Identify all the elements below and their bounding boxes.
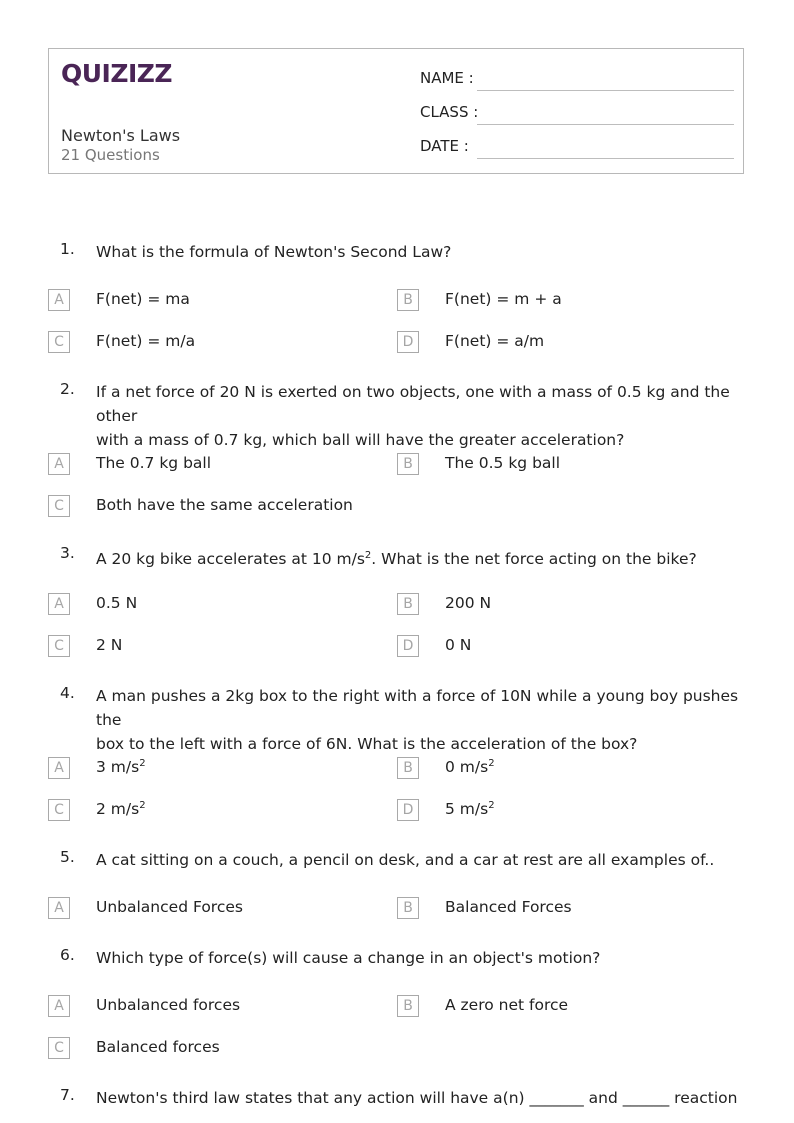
option-text: Unbalanced Forces: [96, 898, 243, 916]
option-letter: C: [48, 1037, 70, 1059]
option-c: [48, 495, 368, 519]
option-text: 200 N: [445, 594, 492, 612]
option-b: [397, 757, 717, 781]
question-text: [96, 684, 746, 756]
option-a: [48, 593, 368, 617]
option-text: [445, 800, 495, 818]
worksheet-header: [48, 48, 744, 174]
exponent: 2: [488, 758, 495, 769]
exponent: 2: [139, 758, 146, 769]
exponent: 2: [139, 800, 146, 811]
option-letter: A: [48, 897, 70, 919]
option-b: [397, 289, 717, 313]
option-a: [48, 289, 368, 313]
question-number: 4.: [60, 684, 75, 702]
option-letter: C: [48, 799, 70, 821]
option-text: [96, 800, 146, 818]
quizizz-logo: QUIZIZZ: [61, 59, 173, 88]
question-text: [96, 380, 746, 452]
question-text-line: with a mass of 0.7 kg, which ball will have the greater acceleration?: [96, 431, 625, 449]
option-letter: A: [48, 289, 70, 311]
question-text-line: If a net force of 20 N is exerted on two objects, one with a mass of 0.5 kg and the other: [96, 383, 730, 425]
option-text: 0.5 N: [96, 594, 138, 612]
option-text: A zero net force: [445, 996, 569, 1014]
option-a: [48, 453, 368, 477]
option-c: [48, 331, 368, 355]
exponent: 2: [488, 800, 495, 811]
question-text-part: A 20 kg bike accelerates at 10 m/s: [96, 550, 365, 569]
option-c: [48, 799, 368, 823]
question-number: 2.: [60, 380, 75, 398]
option-text: The 0.7 kg ball: [96, 454, 212, 472]
worksheet-title: Newton's Laws: [61, 126, 181, 145]
option-b: [397, 453, 717, 477]
option-letter: A: [48, 453, 70, 475]
option-letter: B: [397, 757, 419, 779]
option-letter: D: [397, 635, 419, 657]
question-count: 21 Questions: [61, 146, 160, 164]
option-value: 5 m/s: [445, 800, 489, 819]
option-d: [397, 635, 717, 659]
name-field: [420, 67, 734, 91]
question-text-part: . What is the net force acting on the bike?: [371, 550, 697, 569]
question-number: 5.: [60, 848, 75, 866]
option-b: [397, 897, 717, 921]
option-letter: A: [48, 757, 70, 779]
option-a: [48, 757, 368, 781]
question-number: 7.: [60, 1086, 75, 1104]
option-text: [445, 758, 495, 776]
option-text: Balanced forces: [96, 1038, 220, 1056]
option-text: F(net) = ma: [96, 290, 190, 308]
question-number: 1.: [60, 240, 75, 258]
option-d: [397, 331, 717, 355]
name-line: [477, 90, 734, 91]
option-letter: C: [48, 331, 70, 353]
option-d: [397, 799, 717, 823]
name-label: NAME :: [420, 69, 474, 87]
option-value: 0 m/s: [445, 758, 489, 777]
option-text: F(net) = m + a: [445, 290, 562, 308]
option-letter: D: [397, 799, 419, 821]
option-b: [397, 593, 717, 617]
option-text: 2 N: [96, 636, 123, 654]
option-letter: A: [48, 995, 70, 1017]
option-a: [48, 995, 368, 1019]
option-c: [48, 635, 368, 659]
option-b: [397, 995, 717, 1019]
option-text: Balanced Forces: [445, 898, 572, 916]
option-text: F(net) = m/a: [96, 332, 196, 350]
class-field: [420, 101, 734, 125]
option-letter: B: [397, 289, 419, 311]
option-text: The 0.5 kg ball: [445, 454, 561, 472]
option-text: F(net) = a/m: [445, 332, 545, 350]
exponent: 2: [364, 550, 372, 561]
date-line: [477, 158, 734, 159]
question-text: [96, 544, 746, 571]
option-letter: C: [48, 635, 70, 657]
option-a: [48, 897, 368, 921]
option-value: 3 m/s: [96, 758, 140, 777]
date-label: DATE :: [420, 137, 469, 155]
question-text: Which type of force(s) will cause a change in an object's motion?: [96, 949, 601, 967]
question-number: 3.: [60, 544, 75, 562]
question-text-line: A man pushes a 2kg box to the right with a force of 10N while a young boy pushes the: [96, 687, 739, 729]
option-letter: B: [397, 995, 419, 1017]
question-text: Newton's third law states that any action will have a(n) _______ and ______ reaction: [96, 1089, 738, 1107]
date-field: [420, 135, 734, 159]
question-number: 6.: [60, 946, 75, 964]
class-label: CLASS :: [420, 103, 479, 121]
question-text-line: box to the left with a force of 6N. What is the acceleration of the box?: [96, 735, 638, 753]
option-letter: B: [397, 897, 419, 919]
option-c: [48, 1037, 368, 1061]
option-letter: D: [397, 331, 419, 353]
option-text: Both have the same acceleration: [96, 496, 353, 514]
question-text: What is the formula of Newton's Second Law?: [96, 243, 452, 261]
option-text: 0 N: [445, 636, 472, 654]
option-letter: B: [397, 593, 419, 615]
option-letter: A: [48, 593, 70, 615]
class-line: [477, 124, 734, 125]
option-text: Unbalanced forces: [96, 996, 241, 1014]
option-letter: C: [48, 495, 70, 517]
option-text: [96, 758, 146, 776]
option-value: 2 m/s: [96, 800, 140, 819]
question-text: A cat sitting on a couch, a pencil on desk, and a car at rest are all examples of..: [96, 851, 715, 869]
option-letter: B: [397, 453, 419, 475]
